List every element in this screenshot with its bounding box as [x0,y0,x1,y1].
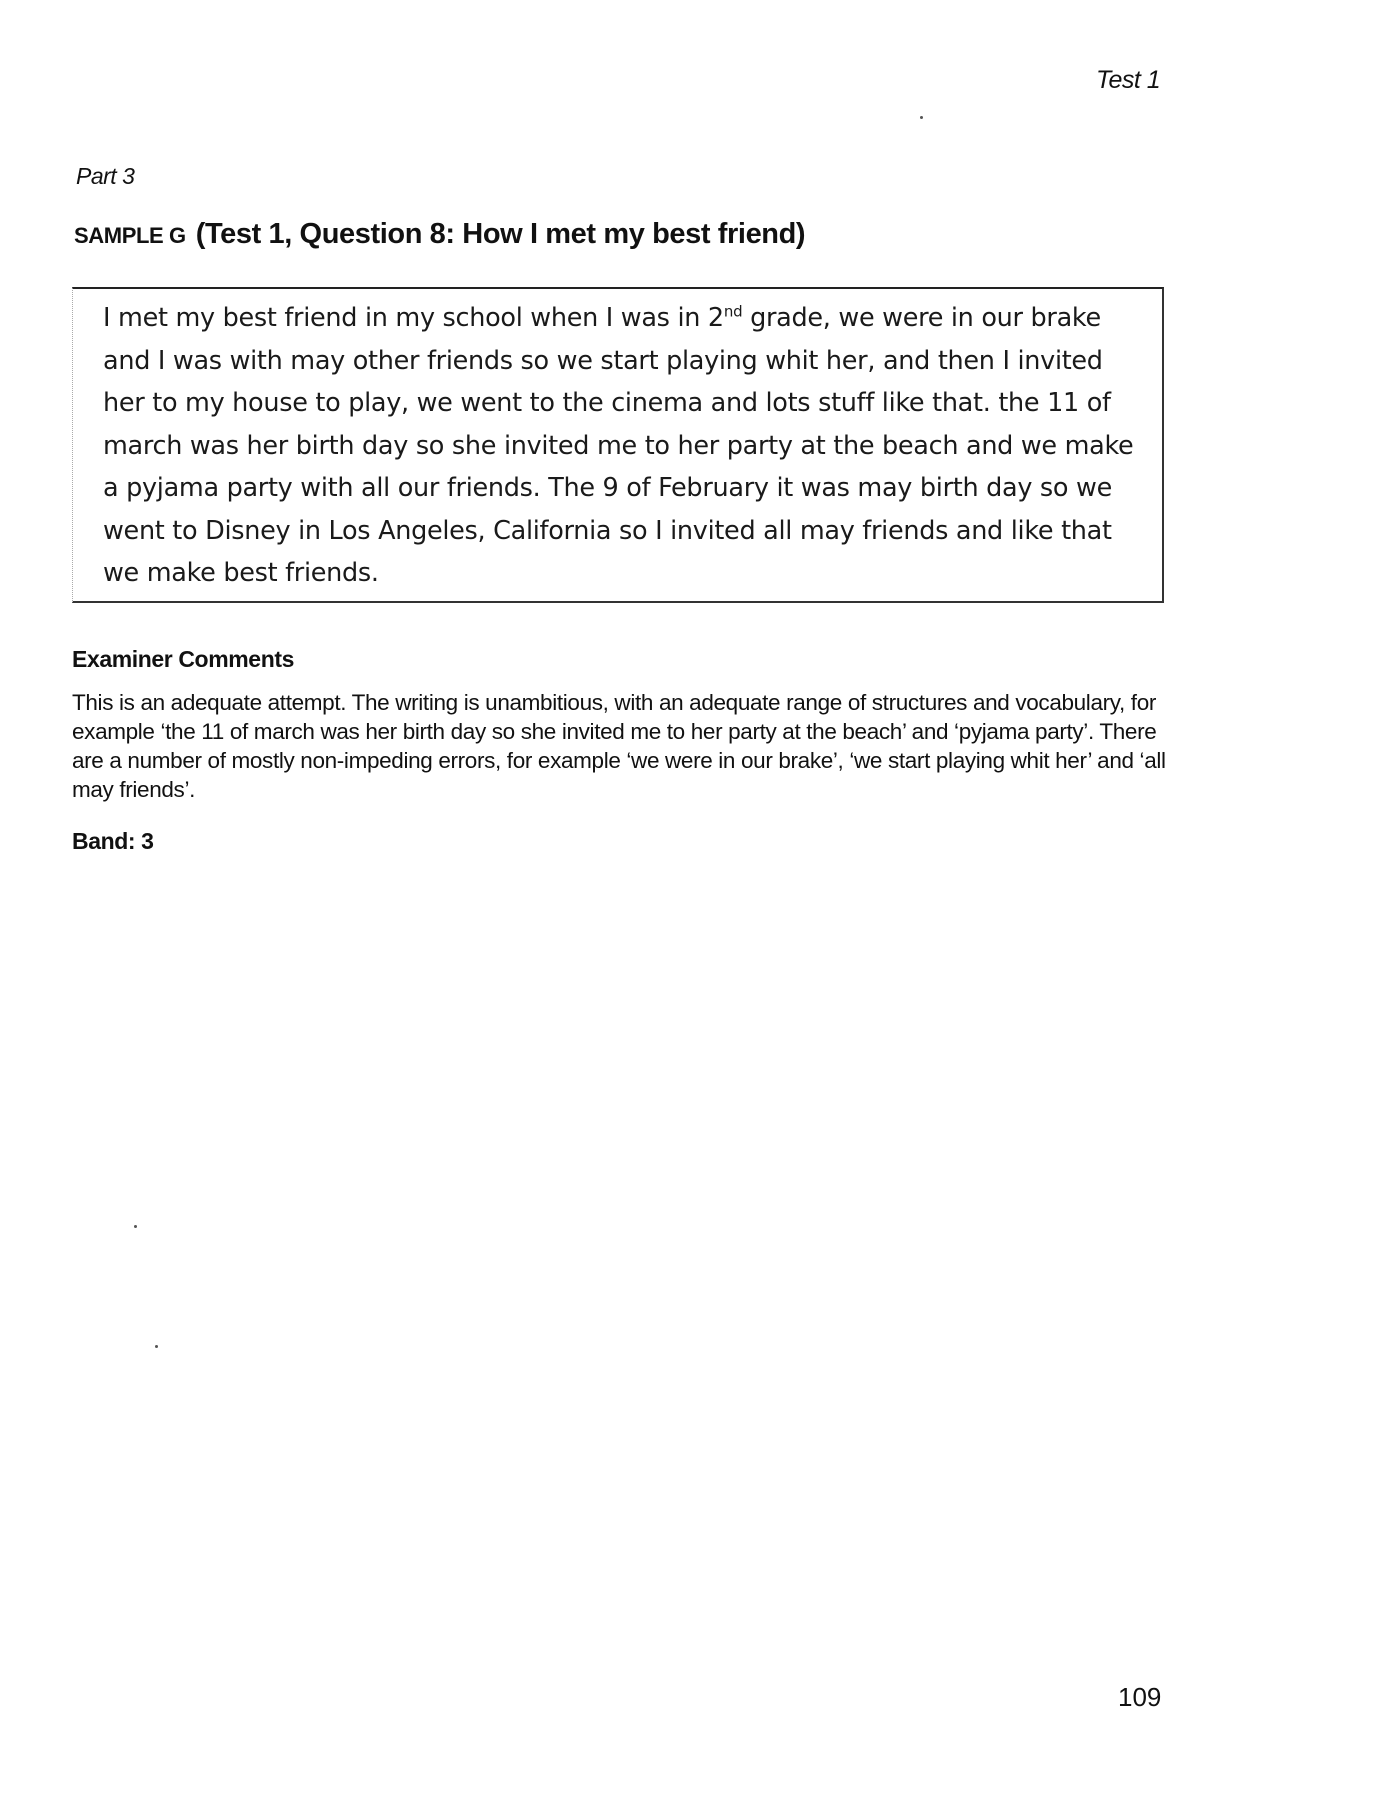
essay-text-start: I met my best friend in my school when I was in 2 [103,303,724,333]
part-label: Part 3 [76,163,135,189]
essay-text-rest: grade, we were in our brake and I was with may other friends so we start playing whit her, and then I invited her to my house to play, we went to the cinema and lots stuff like that. the 11 of march was her birth day so she invited me to her party at the beach and we make a pyjama party with all our friends. The 9 of February it was may birth day so we went to Disney in Los Angeles, California so I invited all may friends and like that we make best friends. [103,303,1134,588]
scan-speck [134,1225,137,1228]
examiner-comments-heading: Examiner Comments [72,646,294,672]
band-score: Band: 3 [72,828,154,854]
scan-speck [155,1345,158,1348]
sample-title: (Test 1, Question 8: How I met my best friend) [195,218,806,250]
running-head: Test 1 [1096,66,1161,94]
essay-box [72,287,1164,603]
sample-tag: SAMPLE G [74,223,186,248]
sample-heading [74,218,805,251]
essay-text [103,297,1138,595]
essay-ordinal-suffix: nd [723,302,743,321]
scan-speck [920,116,923,119]
examiner-comments-body: This is an adequate attempt. The writing is unambitious, with an adequate range of structures and vocabulary, for example ‘the 11 of march was her birth day so she invited me to her party at the beach’ and ‘pyjama party’. There are a number of mostly non-impeding errors, for example ‘we were in our brake’, ‘we start playing whit her’ and ‘all may friends’. [72,690,1166,802]
page-number: 109 [1118,1682,1162,1712]
